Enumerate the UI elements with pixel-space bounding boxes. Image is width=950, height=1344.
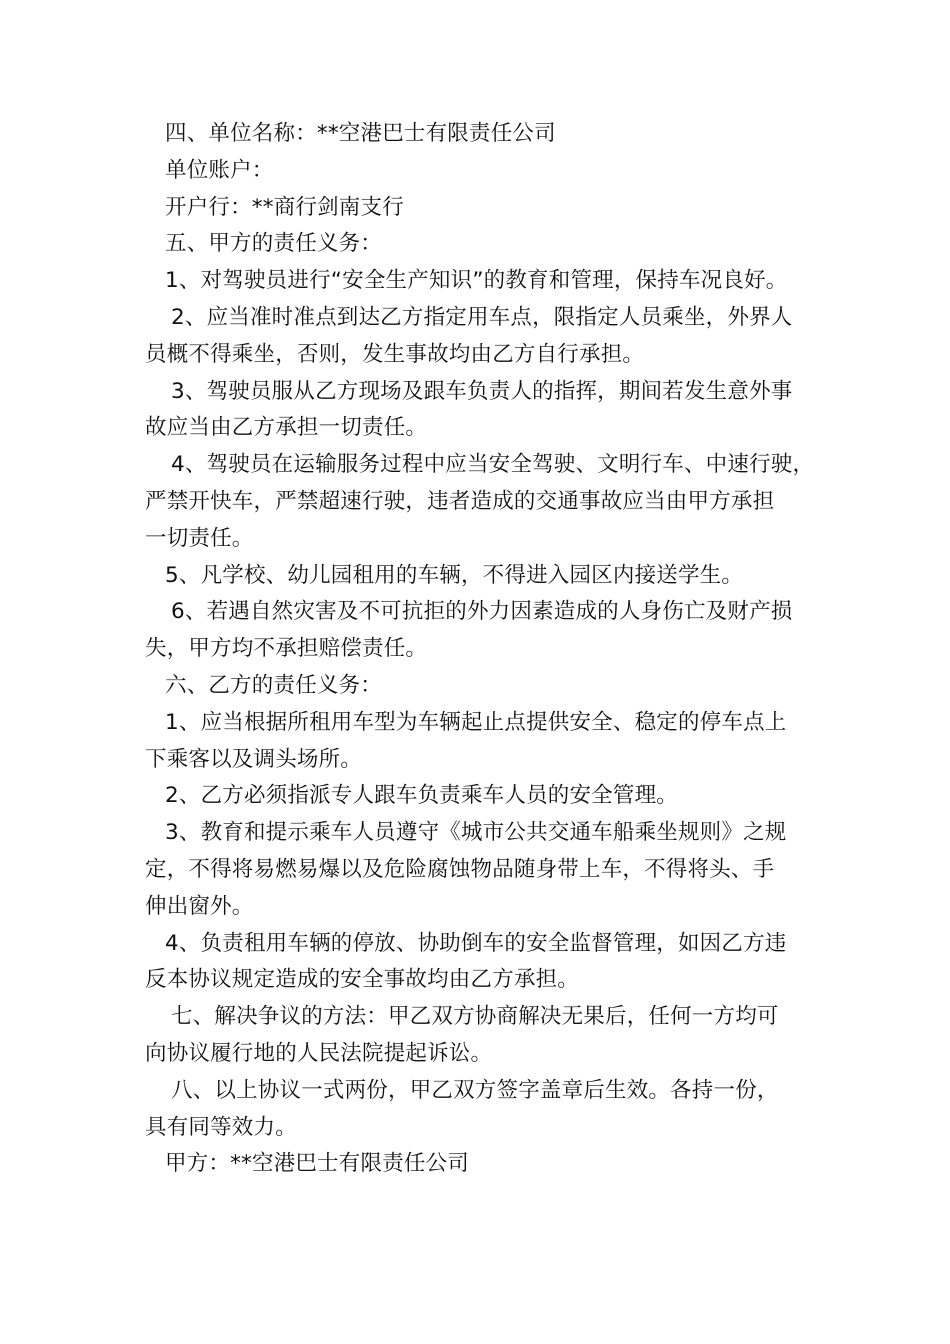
- party-b-item-3-line-1: 3、教育和提示乘车人员遵守《城市公共交通车船乘坐规则》之规: [165, 820, 787, 846]
- party-a-heading: 五、甲方的责任义务：: [165, 231, 383, 257]
- unit-account-line: 单位账户：: [165, 157, 274, 183]
- party-a-item-5: 5、凡学校、幼儿园租用的车辆，不得进入园区内接送学生。: [165, 562, 744, 588]
- party-b-heading: 六、乙方的责任义务：: [165, 672, 383, 698]
- party-a-item-4-line-2: 严禁开快车，严禁超速行驶，违者造成的交通事故应当由甲方承担: [145, 488, 775, 514]
- party-b-item-2: 2、乙方必须指派专人跟车负责乘车人员的安全管理。: [165, 783, 678, 809]
- copies-clause-line-2: 具有同等效力。: [145, 1114, 297, 1140]
- party-b-item-4-line-2: 反本协议规定造成的安全事故均由乙方承担。: [145, 967, 580, 993]
- party-a-item-2-line-1: 2、应当准时准点到达乙方指定用车点，限指定人员乘坐，外界人: [171, 304, 793, 330]
- unit-name-line: 四、单位名称：**空港巴士有限责任公司: [165, 121, 556, 146]
- bank-line: 开户行：**商行剑南支行: [165, 194, 404, 220]
- party-a-item-1: 1、对驾驶员进行“安全生产知识”的教育和管理，保持车况良好。: [165, 268, 788, 294]
- party-b-item-3-line-2: 定，不得将易燃易爆以及危险腐蚀物品随身带上车，不得将头、手: [145, 856, 775, 882]
- copies-clause-line-1: 八、以上协议一式两份，甲乙双方签字盖章后生效。各持一份，: [171, 1077, 779, 1103]
- party-b-item-1-line-2: 下乘客以及调头场所。: [145, 746, 363, 772]
- party-a-item-2-line-2: 员概不得乘坐，否则，发生事故均由乙方自行承担。: [145, 341, 645, 367]
- document-body: [145, 116, 815, 1183]
- party-b-item-4-line-1: 4、负责租用车辆的停放、协助倒车的安全监督管理，如因乙方违: [165, 930, 787, 956]
- party-a-signature-line: 甲方：**空港巴士有限责任公司: [165, 1151, 470, 1177]
- party-b-item-1-line-1: 1、应当根据所租用车型为车辆起止点提供安全、稳定的停车点上: [165, 709, 787, 735]
- party-a-item-4-line-1: 4、驾驶员在运输服务过程中应当安全驾驶、文明行车、中速行驶，: [171, 452, 815, 478]
- party-a-item-6-line-2: 失，甲方均不承担赔偿责任。: [145, 636, 428, 662]
- dispute-clause-line-1: 七、解决争议的方法：甲乙双方协商解决无果后，任何一方均可: [171, 1004, 779, 1030]
- party-a-item-4-line-3: 一切责任。: [145, 525, 254, 551]
- dispute-clause-line-2: 向协议履行地的人民法院提起诉讼。: [145, 1040, 493, 1066]
- party-a-item-3-line-1: 3、驾驶员服从乙方现场及跟车负责人的指挥，期间若发生意外事: [171, 378, 793, 404]
- party-a-item-3-line-2: 故应当由乙方承担一切责任。: [145, 415, 428, 441]
- party-b-item-3-line-3: 伸出窗外。: [145, 893, 254, 919]
- party-a-item-6-line-1: 6、若遇自然灾害及不可抗拒的外力因素造成的人身伤亡及财产损: [171, 599, 793, 625]
